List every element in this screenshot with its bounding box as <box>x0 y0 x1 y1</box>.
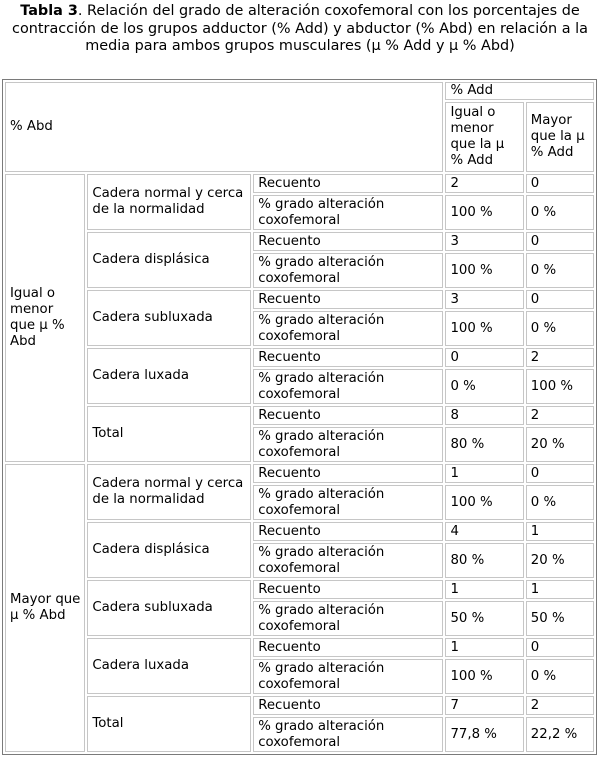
row-label-recuento: Recuento <box>253 348 443 367</box>
subgroup-label: Cadera luxada <box>87 638 251 694</box>
percent-cell: 0 % <box>526 195 594 230</box>
table-row <box>5 522 594 541</box>
table-row <box>5 348 594 367</box>
percent-cell: 0 % <box>445 369 523 404</box>
row-label-percent: % grado alteración coxofemoral <box>253 195 443 230</box>
row-label-recuento: Recuento <box>253 638 443 657</box>
subgroup-label: Cadera luxada <box>87 348 251 404</box>
count-cell: 4 <box>445 522 523 541</box>
row-label-percent: % grado alteración coxofemoral <box>253 311 443 346</box>
caption-label: Tabla 3 <box>20 3 78 19</box>
row-label-recuento: Recuento <box>253 232 443 251</box>
header-col-equal-or-less: Igual o menor que la µ % Add <box>445 102 523 172</box>
count-cell: 2 <box>526 406 594 425</box>
subgroup-label: Cadera subluxada <box>87 580 251 636</box>
percent-cell: 100 % <box>526 369 594 404</box>
subgroup-label: Cadera normal y cerca de la normalidad <box>87 174 251 230</box>
header-add: % Add <box>445 82 594 100</box>
table-row <box>5 232 594 251</box>
count-cell: 0 <box>445 348 523 367</box>
data-table <box>2 79 597 755</box>
subgroup-label: Cadera normal y cerca de la normalidad <box>87 464 251 520</box>
table-row <box>5 290 594 309</box>
count-cell: 0 <box>526 638 594 657</box>
subgroup-label: Total <box>87 406 251 462</box>
table-wrapper <box>2 79 597 755</box>
subgroup-label: Cadera displásica <box>87 232 251 288</box>
percent-cell: 20 % <box>526 543 594 578</box>
table-caption <box>0 0 600 56</box>
percent-cell: 50 % <box>526 601 594 636</box>
count-cell: 3 <box>445 232 523 251</box>
row-label-recuento: Recuento <box>253 464 443 483</box>
percent-cell: 20 % <box>526 427 594 462</box>
percent-cell: 50 % <box>445 601 523 636</box>
header-abd: % Abd <box>5 82 443 172</box>
table-row <box>5 638 594 657</box>
count-cell: 2 <box>526 696 594 715</box>
count-cell: 0 <box>526 174 594 193</box>
count-cell: 0 <box>526 232 594 251</box>
row-label-recuento: Recuento <box>253 696 443 715</box>
percent-cell: 100 % <box>445 253 523 288</box>
percent-cell: 80 % <box>445 543 523 578</box>
table-row <box>5 174 594 193</box>
percent-cell: 0 % <box>526 311 594 346</box>
row-label-recuento: Recuento <box>253 174 443 193</box>
percent-cell: 77,8 % <box>445 717 523 752</box>
row-label-percent: % grado alteración coxofemoral <box>253 717 443 752</box>
percent-cell: 100 % <box>445 195 523 230</box>
header-col-greater: Mayor que la µ % Add <box>526 102 594 172</box>
percent-cell: 0 % <box>526 659 594 694</box>
caption-text: . Relación del grado de alteración coxofemoral con los porcentajes de contracción de los grupos adductor (% Add) y abductor (% Abd) en relación a la media para ambos grupos musculares (µ % Add y µ % Abd) <box>12 3 588 54</box>
count-cell: 7 <box>445 696 523 715</box>
table-row <box>5 406 594 425</box>
row-label-percent: % grado alteración coxofemoral <box>253 659 443 694</box>
row-label-percent: % grado alteración coxofemoral <box>253 485 443 520</box>
count-cell: 2 <box>445 174 523 193</box>
percent-cell: 100 % <box>445 485 523 520</box>
percent-cell: 100 % <box>445 311 523 346</box>
count-cell: 8 <box>445 406 523 425</box>
group-label: Mayor que µ % Abd <box>5 464 85 752</box>
count-cell: 1 <box>445 464 523 483</box>
row-label-percent: % grado alteración coxofemoral <box>253 543 443 578</box>
header-row-1 <box>5 82 594 100</box>
count-cell: 3 <box>445 290 523 309</box>
row-label-recuento: Recuento <box>253 580 443 599</box>
row-label-recuento: Recuento <box>253 290 443 309</box>
row-label-percent: % grado alteración coxofemoral <box>253 601 443 636</box>
row-label-recuento: Recuento <box>253 522 443 541</box>
count-cell: 2 <box>526 348 594 367</box>
percent-cell: 80 % <box>445 427 523 462</box>
percent-cell: 0 % <box>526 253 594 288</box>
subgroup-label: Total <box>87 696 251 752</box>
percent-cell: 22,2 % <box>526 717 594 752</box>
count-cell: 1 <box>445 580 523 599</box>
row-label-percent: % grado alteración coxofemoral <box>253 369 443 404</box>
row-label-percent: % grado alteración coxofemoral <box>253 253 443 288</box>
count-cell: 0 <box>526 464 594 483</box>
percent-cell: 100 % <box>445 659 523 694</box>
table-row <box>5 696 594 715</box>
row-label-percent: % grado alteración coxofemoral <box>253 427 443 462</box>
table-row <box>5 464 594 483</box>
count-cell: 1 <box>445 638 523 657</box>
subgroup-label: Cadera displásica <box>87 522 251 578</box>
table-row <box>5 580 594 599</box>
count-cell: 1 <box>526 522 594 541</box>
subgroup-label: Cadera subluxada <box>87 290 251 346</box>
row-label-recuento: Recuento <box>253 406 443 425</box>
count-cell: 1 <box>526 580 594 599</box>
group-label: Igual o menor que µ % Abd <box>5 174 85 462</box>
percent-cell: 0 % <box>526 485 594 520</box>
count-cell: 0 <box>526 290 594 309</box>
